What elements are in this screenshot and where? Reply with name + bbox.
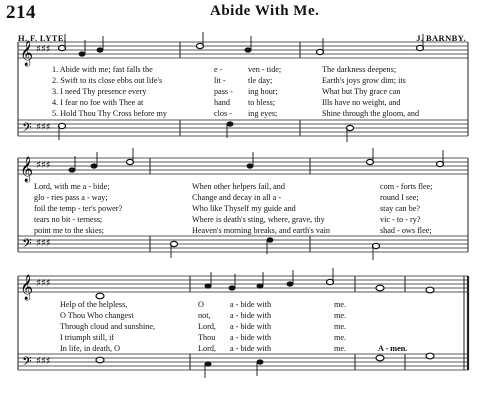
lyric-line: to bless; [248, 98, 276, 107]
lyric-line: me. [334, 311, 347, 320]
lyric-line: Lord, [198, 344, 216, 353]
lyric-line: me. [334, 322, 347, 331]
key-signature-icon: ♯♯♯ [36, 44, 51, 55]
lyric-line: stay can be? [380, 204, 421, 213]
svg-text:♯♯♯: ♯♯♯ [36, 122, 51, 133]
lyric-line: Ills have no weight, and [322, 98, 401, 107]
lyric-line: clos - [214, 109, 232, 118]
lyric-line: tears no bit - terness; [34, 215, 103, 224]
verse-lines-s1-c4 [322, 64, 419, 119]
lyric-line: I triumph still, if [60, 333, 115, 342]
lyric-line: not, [198, 311, 211, 320]
lyric-line: pass - [214, 87, 233, 96]
lyric-line: In life, in death, O [60, 344, 121, 353]
svg-text:𝄢: 𝄢 [22, 236, 32, 254]
lyric-line: glo - ries pass a - way; [34, 193, 108, 202]
lyric-line: ing hour; [248, 87, 278, 96]
lyric-line: ven - tide; [248, 65, 282, 74]
author-credit: H. F. LYTE. [18, 33, 67, 43]
lyric-line: Where is death's sting, where, grave, thy [192, 215, 325, 224]
verse-lines-s1-c3 [248, 64, 281, 119]
lyric-line: The darkness deepens; [322, 65, 397, 74]
lyric-line: Lord, [198, 322, 216, 331]
staff-treble-2 [18, 158, 468, 174]
bass-clef-icon: 𝄢 [22, 120, 32, 138]
svg-text:𝄞: 𝄞 [20, 275, 34, 300]
verse-lines-s1-c2 [214, 64, 233, 119]
composer-credit: J. BARNBY. [416, 33, 466, 43]
lyric-line: foil the temp - ter's power? [34, 204, 123, 213]
lyric-line: ing eyes; [248, 109, 278, 118]
lyric-line: hand [214, 98, 230, 107]
lyric-line: a - bide with [230, 322, 272, 331]
hymn-number: 214 [6, 2, 36, 23]
lyric-line: Shine through the gloom, and [322, 109, 420, 118]
verse-lines-s3-c4 [334, 299, 346, 354]
staff-treble-1 [18, 42, 468, 58]
verse-lines-s2-c2 [192, 181, 330, 236]
lyric-line: 4. I fear no foe with Thee at [52, 98, 144, 107]
lyric-line: a - bide with [230, 344, 272, 353]
lyric-line: a - bide with [230, 333, 272, 342]
lyric-line: Who like Thyself my guide and [192, 204, 296, 213]
lyric-line: Help of the helpless, [60, 300, 128, 309]
staff-bass-2 [18, 236, 468, 252]
treble-clef-icon: 𝄞 [20, 41, 34, 66]
staff-bass-3 [18, 354, 468, 370]
lyric-line: Through cloud and sunshine, [60, 322, 156, 331]
svg-text:♯♯♯: ♯♯♯ [36, 356, 51, 367]
lyric-line: point me to the skies; [34, 226, 105, 235]
lyric-line: me. [334, 333, 347, 342]
hymn-title: Abide With Me. [210, 3, 320, 19]
amen: A - men. [378, 344, 408, 353]
verse-lines-s3-c2 [198, 299, 216, 354]
staff-treble-3 [18, 276, 468, 292]
svg-text:𝄢: 𝄢 [22, 354, 32, 372]
lyric-line: 5. Hold Thou Thy Cross before my [52, 109, 167, 118]
lyric-line: me. [334, 344, 347, 353]
lyric-line: lit - [214, 76, 226, 85]
svg-text:♯♯♯: ♯♯♯ [36, 238, 51, 249]
lyric-line: 1. Abide with me; fast falls the [52, 65, 153, 74]
svg-text:♯♯♯: ♯♯♯ [36, 278, 51, 289]
verse-lines-s3-c1 [60, 299, 155, 354]
lyric-line: e - [214, 65, 223, 74]
lyric-line: 3. I need Thy presence every [52, 87, 147, 96]
svg-text:♯♯♯: ♯♯♯ [36, 160, 51, 171]
verse-lines-s3-c3 [230, 299, 271, 354]
lyric-line: Heaven's morning breaks, and earth's vain [192, 226, 331, 235]
svg-text:𝄞: 𝄞 [20, 157, 34, 182]
lyric-line: vic - to - ry? [380, 215, 421, 224]
verse-lines-s1-c1 [52, 64, 167, 119]
lyric-line: com - forts flee; [380, 182, 433, 191]
staff-bass-1 [18, 120, 468, 136]
lyric-line: When other helpers fail, and [192, 182, 285, 191]
lyric-line: round I see; [380, 193, 419, 202]
lyric-line: Thou [198, 333, 216, 342]
lyric-line: O [198, 300, 204, 309]
lyric-line: Change and decay in all a - [192, 193, 282, 202]
lyric-line: me. [334, 300, 347, 309]
verse-lines-s2-c1 [34, 181, 122, 236]
lyric-line: shad - ows flee; [380, 226, 432, 235]
verse-lines-s2-c3 [380, 181, 433, 236]
lyric-line: a - bide with [230, 311, 272, 320]
lyric-line: Lord, with me a - bide; [34, 182, 110, 191]
lyric-line: Earth's joys grow dim; its [322, 76, 406, 85]
lyric-line: a - bide with [230, 300, 272, 309]
lyric-line: tle day; [248, 76, 273, 85]
lyric-line: What but Thy grace can [322, 87, 401, 96]
lyric-line: 2. Swift to its close ebbs out life's [52, 76, 163, 85]
lyric-line: O Thou Who changest [60, 311, 134, 320]
